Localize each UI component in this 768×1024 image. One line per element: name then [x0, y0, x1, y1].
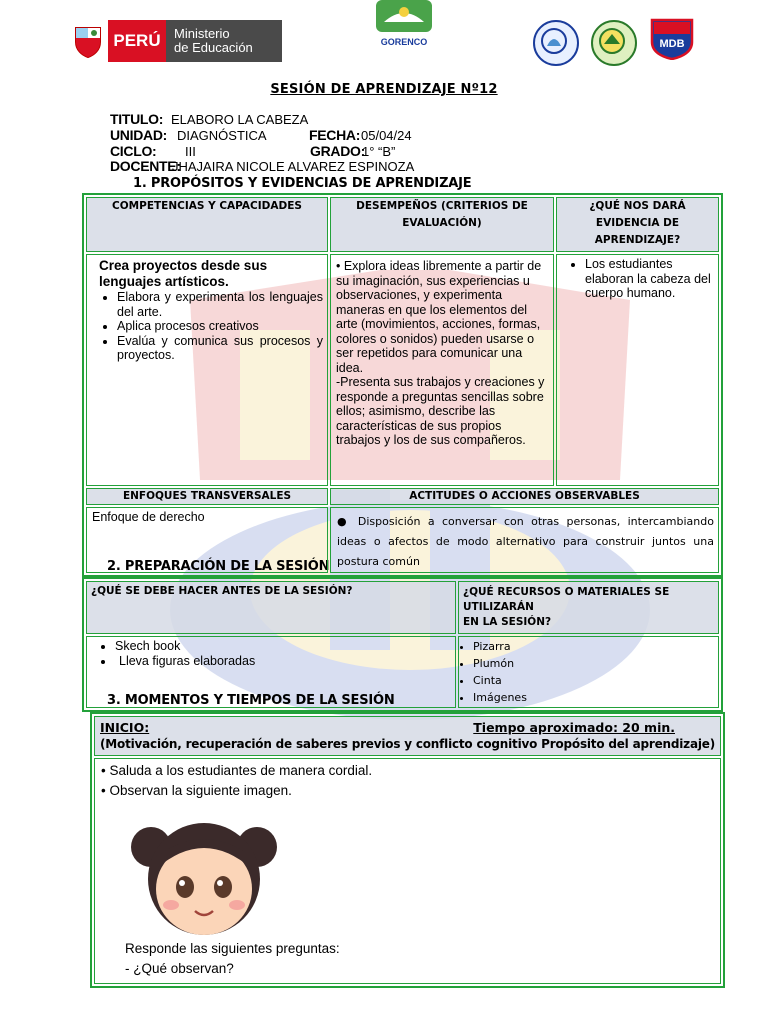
recursos-header: ¿QUÉ RECURSOS O MATERIALES SE UTILIZARÁN EN LA SESIÓN?	[458, 581, 719, 634]
bullet-icon: •	[101, 763, 110, 778]
actitud-text: Disposición a conversar con otras personas, intercambiando ideas o afectos de modo alternativo para construir juntos una postura común	[337, 515, 714, 568]
titulo-label: TITULO:	[110, 111, 164, 127]
col-evidencia-header: ¿QUÉ NOS DARÁ EVIDENCIA DE APRENDIZAJE?	[556, 197, 719, 252]
bullet-icon: ●	[337, 515, 358, 528]
page-title: SESIÓN DE APRENDIZAJE Nº12	[270, 82, 498, 97]
competencias-cell	[86, 254, 328, 486]
titulo-value: ELABORO LA CABEZA	[171, 112, 309, 127]
mdb-shield	[648, 18, 696, 60]
enfoques-header: ENFOQUES TRANSVERSALES	[86, 488, 328, 505]
unidad-value: DIAGNÓSTICA	[177, 128, 267, 143]
girl-face-illustration-icon	[129, 807, 279, 937]
school-seal-label: MDB	[659, 38, 685, 50]
step-item: • Observan la siguiente imagen.	[101, 783, 292, 798]
school-seal-middle-icon	[591, 20, 637, 66]
recurso-item: • Cinta	[473, 672, 718, 689]
inicio-subtitle: (Motivación, recuperación de saberes previos y conflicto cognitivo Propósito del aprendizaje)	[100, 737, 715, 751]
inicio-body	[94, 758, 721, 984]
ministry-line1: Ministerio	[174, 26, 230, 41]
bullet-icon: •	[101, 783, 110, 798]
col-competencias-header: COMPETENCIAS Y CAPACIDADES	[86, 197, 328, 252]
recurso-item: • Imágenes	[473, 689, 718, 706]
ministry-label	[166, 20, 282, 62]
inicio-header	[94, 716, 721, 756]
desempeno-text-1: • Explora ideas libremente a partir de su imaginación, sus experiencias u observaciones, y experimenta maneras en que los elementos del arte (movimientos, acciones, formas, colores o sonidos) pueden usarse o ser repetidos para comunicar una idea.	[336, 259, 542, 375]
tiempo-label: Tiempo aproximado: 20 min.	[473, 720, 675, 735]
enfoque-cell: Enfoque de derecho	[86, 507, 328, 573]
antes-item: • Skech book	[115, 639, 455, 654]
ciclo-label: CICLO:	[110, 143, 157, 159]
gorenco-emblem-icon	[374, 0, 434, 34]
col-desempenos-header: DESEMPEÑOS (CRITERIOS DE EVALUACIÓN)	[330, 197, 554, 252]
grado-value: 1° “B”	[362, 144, 396, 159]
capacidad-item: • Evalúa y comunica sus procesos y proyectos.	[117, 334, 323, 363]
inicio-label: INICIO:	[100, 720, 150, 735]
actitud-cell	[330, 507, 719, 573]
antes-header: ¿QUÉ SE DEBE HACER ANTES DE LA SESIÓN?	[86, 581, 456, 634]
preparacion-table	[82, 577, 723, 712]
section1-heading: 1. PROPÓSITOS Y EVIDENCIAS DE APRENDIZAJE	[133, 176, 472, 191]
grado-label: GRADO:	[310, 143, 365, 159]
fecha-label: FECHA:	[309, 127, 361, 143]
actitudes-header: ACTITUDES O ACCIONES OBSERVABLES	[330, 488, 719, 505]
docente-label: DOCENTE:	[110, 158, 181, 174]
capacidad-item: • Aplica procesos creativos	[117, 319, 323, 334]
responde-text: Responde las siguientes preguntas:	[125, 941, 340, 956]
unidad-label: UNIDAD:	[110, 127, 168, 143]
school-seal-left-icon	[533, 20, 579, 66]
minedu-logo	[68, 20, 282, 62]
competencia-title: Crea proyectos desde sus lenguajes artísticos.	[99, 258, 268, 289]
antes-cell	[86, 636, 456, 708]
antes-item: • Lleva figuras elaboradas	[115, 654, 455, 669]
section3-heading: 3. MOMENTOS Y TIEMPOS DE LA SESIÓN	[107, 693, 395, 708]
evidencia-cell	[556, 254, 719, 486]
ministry-line2: de Educación	[174, 40, 253, 55]
pregunta-text: - ¿Qué observan?	[125, 961, 234, 976]
recurso-item: • Plumón	[473, 655, 718, 672]
gorenco-logo	[374, 0, 434, 47]
evidencia-item: • Los estudiantes elaboran la cabeza del cuerpo humano.	[585, 257, 714, 301]
docente-value: JHAJAIRA NICOLE ALVAREZ ESPINOZA	[172, 159, 415, 174]
gorenco-label: GORENCO	[380, 37, 428, 47]
recurso-item: • Pizarra	[473, 638, 718, 655]
capacidad-item: • Elabora y experimenta los lenguajes del arte.	[117, 290, 323, 319]
peru-coat-of-arms-icon	[68, 20, 108, 62]
desempeno-text-2: -Presenta sus trabajos y creaciones y responde a preguntas sencillas sobre ellos; asimismo, describe las características de sus propios trabajos y los de sus compañeros.	[336, 375, 545, 447]
propositos-table	[82, 193, 723, 577]
section2-heading: 2. PREPARACIÓN DE LA SESIÓN	[107, 559, 330, 574]
momentos-table	[90, 712, 725, 988]
recursos-cell	[458, 636, 719, 708]
desempenos-cell	[330, 254, 554, 486]
peru-label: PERÚ	[108, 20, 166, 62]
ciclo-value: III	[185, 144, 196, 159]
step-item: • Saluda a los estudiantes de manera cordial.	[101, 763, 373, 778]
fecha-value: 05/04/24	[361, 128, 412, 143]
